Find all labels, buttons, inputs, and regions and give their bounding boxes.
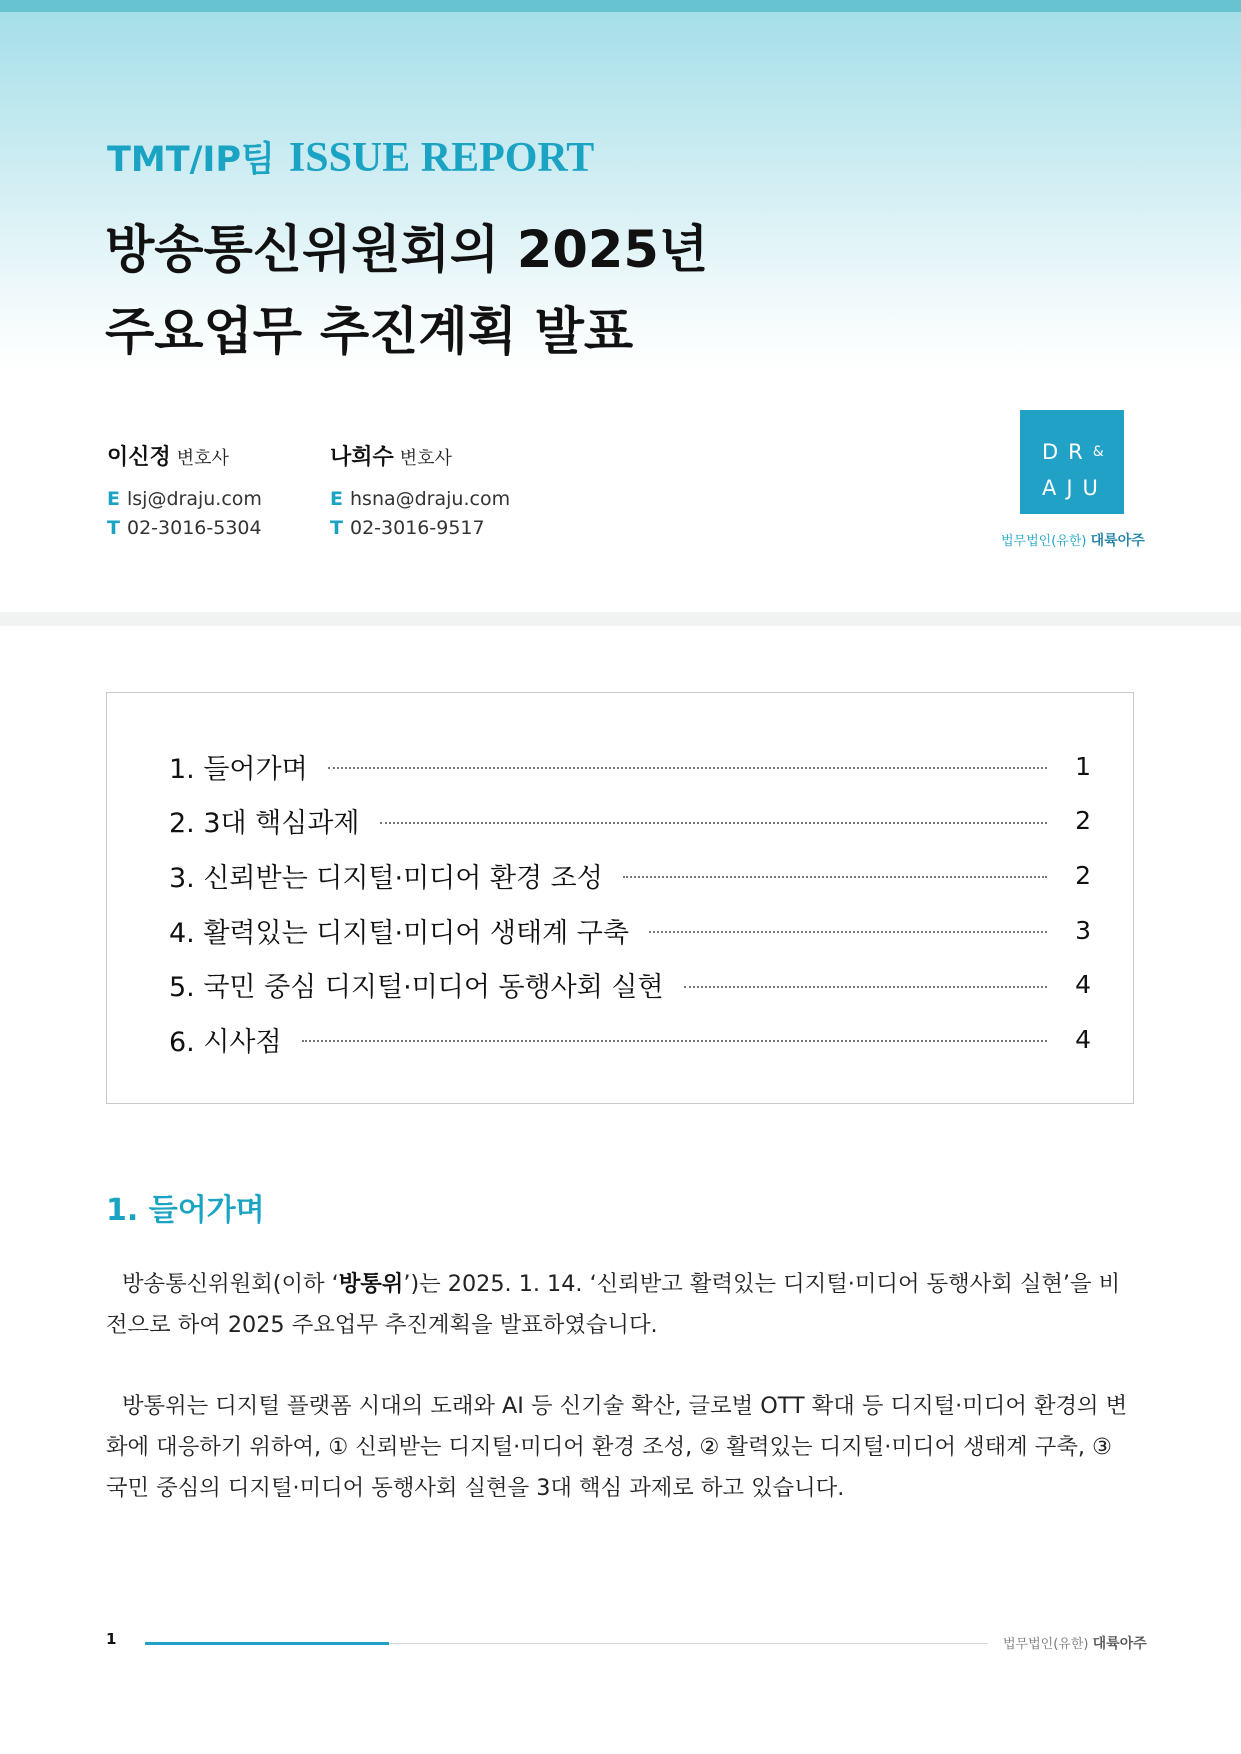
toc-item-label: 6. 시사점 (169, 1026, 282, 1058)
toc-item-page: 2 (1075, 860, 1091, 890)
body-paragraph: 방송통신위원회(이하 ‘방통위’)는 2025. 1. 14. ‘신뢰받고 활력있는 디지털·미디어 동행사회 실현’을 비전으로 하여 2025 주요업무 추진계획을 발표하였습니다. (106, 1271, 1121, 1338)
toc-item-page: 1 (1075, 751, 1091, 781)
email-label: E (107, 488, 120, 510)
toc-item[interactable] (169, 903, 1091, 958)
logo-text-dr: DR (1042, 440, 1093, 464)
section-heading: 1. 들어가며 (106, 1193, 265, 1228)
toc-leader-dots (328, 767, 1047, 769)
footer-progress-bar (145, 1642, 389, 1645)
logo-text-aju: AJU (1042, 476, 1108, 500)
logo-ampersand: & (1092, 444, 1104, 460)
term-abbreviation: 방통위 (338, 1271, 404, 1297)
toc-leader-dots (623, 876, 1047, 878)
toc-item[interactable] (169, 848, 1091, 903)
toc-item[interactable] (169, 739, 1091, 794)
toc-item[interactable] (169, 1012, 1091, 1067)
toc-item[interactable] (169, 957, 1091, 1012)
body-paragraph: 방통위는 디지털 플랫폼 시대의 도래와 AI 등 신기술 확산, 글로벌 OTT 확대 등 디지털·미디어 환경의 변화에 대응하기 위하여, ① 신뢰받는 디지털·미디어 환경 조성, ② 활력있는 디지털·미디어 생태계 구축, ③ 국민 중심의 디지털·미디어 동행사회 실현을 3대 핵심 과제로 하고 있습니다. (106, 1393, 1128, 1501)
firm-logo (1020, 410, 1124, 514)
toc-item-label: 3. 신뢰받는 디지털·미디어 환경 조성 (169, 862, 603, 894)
toc-leader-dots (380, 822, 1047, 824)
email-label: E (330, 488, 343, 510)
title-line-2: 주요업무 추진계획 발표 (105, 303, 634, 362)
top-accent-strip (0, 0, 1241, 12)
table-of-contents (106, 692, 1134, 1104)
author-role: 변호사 (176, 448, 229, 469)
firm-type: 법무법인(유한) (1001, 534, 1087, 549)
team-name: TMT/IP팀 (107, 140, 275, 180)
toc-item-label: 4. 활력있는 디지털·미디어 생태계 구축 (169, 917, 629, 949)
toc-item-label: 5. 국민 중심 디지털·미디어 동행사회 실현 (169, 972, 664, 1004)
author-phone: 02-3016-9517 (350, 517, 485, 539)
toc-leader-dots (684, 986, 1047, 988)
phone-label: T (107, 517, 120, 539)
toc-item[interactable] (169, 794, 1091, 849)
toc-item-page: 4 (1075, 1024, 1091, 1054)
toc-leader-dots (302, 1040, 1047, 1042)
firm-name: 대륙아주 (1090, 533, 1145, 549)
title-line-1: 방송통신위원회의 2025년 (105, 221, 709, 280)
author-name: 이신정 (107, 445, 171, 470)
author-card (330, 440, 510, 543)
author-card (107, 440, 262, 543)
author-email[interactable]: hsna@draju.com (350, 488, 511, 510)
toc-leader-dots (649, 931, 1047, 933)
page-title (105, 210, 708, 374)
author-email[interactable]: lsj@draju.com (127, 488, 262, 510)
toc-item-label: 2. 3대 핵심과제 (169, 808, 360, 840)
toc-item-page: 3 (1075, 915, 1091, 945)
author-role: 변호사 (399, 448, 452, 469)
phone-label: T (330, 517, 343, 539)
header-divider (0, 612, 1241, 626)
author-phone: 02-3016-5304 (127, 517, 262, 539)
toc-item-page: 4 (1075, 970, 1091, 1000)
issue-report-label: ISSUE REPORT (288, 135, 595, 181)
firm-logo-caption (1001, 530, 1145, 550)
footer-firm-name: 법무법인(유한) 대륙아주 (1003, 1636, 1147, 1652)
author-name: 나희수 (330, 445, 394, 470)
toc-item-page: 2 (1075, 806, 1091, 836)
toc-item-label: 1. 들어가며 (169, 753, 308, 785)
team-report-label (107, 132, 594, 182)
footer-page-number: 1 (106, 1630, 117, 1648)
